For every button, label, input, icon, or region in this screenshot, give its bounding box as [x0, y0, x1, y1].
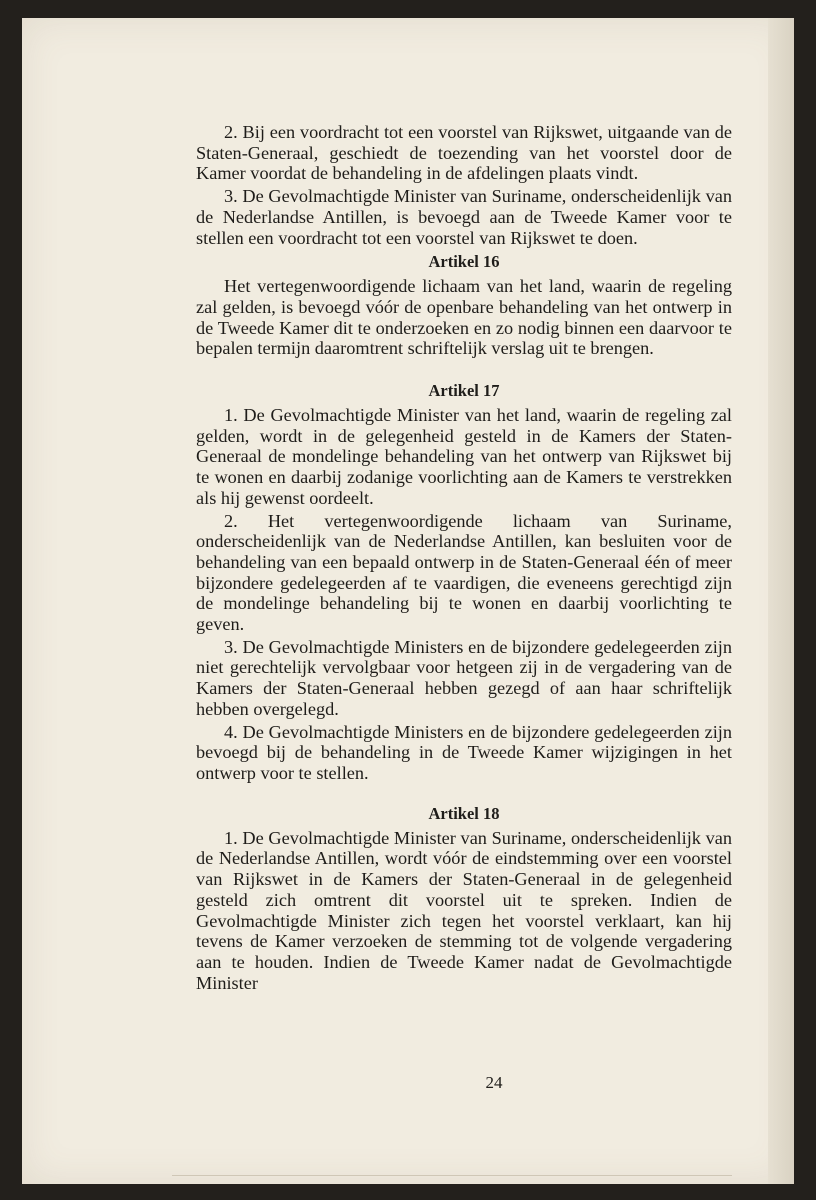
page-number — [22, 1073, 794, 1093]
heading-artikel-16: Artikel 16 — [428, 252, 500, 272]
document-page — [22, 18, 794, 1184]
heading-artikel-17: Artikel 17 — [428, 381, 500, 401]
paragraph-18-1: 1. De Gevolmachtigde Minister van Suriname, onderscheidenlijk van de Nederlandse Antillen, wordt vóór de eindstemming over een voorstel van Rijkswet in de Kamers der Staten-Generaal in de gelegenheid gesteld zich omtrent dit voorstel uit te spreken. Indien de Gevolmachtigde Minister zich tegen het voorstel verklaart, kan hij tevens de Kamer verzoeken de stemming tot de volgende vergadering aan te houden. Indien de Tweede Kamer nadat de Gevolmachtigde Minister — [196, 827, 732, 993]
paragraph-17-4: 4. De Gevolmachtigde Ministers en de bijzondere gedelegeerden zijn bevoegd bij de behandeling in de Tweede Kamer wijzigingen in het ontwerp voor te stellen. — [196, 721, 732, 783]
paragraph-16-3: 3. De Gevolmachtigde Minister van Suriname, onderscheidenlijk van de Nederlandse Antillen, is bevoegd aan de Tweede Kamer voor te stellen een voordracht tot een voorstel van Rijkswet te doen. — [196, 186, 732, 248]
page-number-label: 24 — [485, 1073, 503, 1092]
paragraph-art16: Het vertegenwoordigende lichaam van het land, waarin de regeling zal gelden, is bevoegd vóór de openbare behandeling van het ontwerp in de Tweede Kamer dit te onderzoeken en zo nodig binnen een daarvoor te bepalen termijn daaromtrent schriftelijk verslag uit te brengen. — [196, 276, 732, 359]
paragraph-16-2: 2. Bij een voordracht tot een voorstel van Rijkswet, uitgaande van de Staten-Generaal, geschiedt de toezending van het voorstel door de Kamer voordat de behandeling in de afdelingen plaats vindt. — [196, 122, 732, 184]
page-bottom-rule — [172, 1175, 732, 1176]
body-text — [196, 122, 732, 995]
heading-artikel-18: Artikel 18 — [428, 803, 500, 823]
page-edge — [768, 18, 794, 1184]
paragraph-17-3: 3. De Gevolmachtigde Ministers en de bijzondere gedelegeerden zijn niet gerechtelijk vervolgbaar voor hetgeen zij in de vergadering van de Kamers der Staten-Generaal hebben gezegd of aan haar schriftelijk hebben overgelegd. — [196, 636, 732, 719]
paragraph-17-1: 1. De Gevolmachtigde Minister van het land, waarin de regeling zal gelden, wordt in de gelegenheid gesteld in de Kamers der Staten-Generaal de mondelinge behandeling van het ontwerp van Rijkswet bij te wonen en daarbij zodanige voorlichting aan de Kamers te verstrekken als hij gewenst oordeelt. — [196, 405, 732, 508]
paragraph-17-2: 2. Het vertegenwoordigende lichaam van Suriname, onderscheidenlijk van de Nederlandse Antillen, kan besluiten voor de behandeling van een bepaald ontwerp in de Staten-Generaal één of meer bijzondere gedelegeerden af te vaardigen, die eveneens gerechtigd zijn de mondelinge behandeling bij te wonen en daarbij voorlichting te geven. — [196, 510, 732, 635]
